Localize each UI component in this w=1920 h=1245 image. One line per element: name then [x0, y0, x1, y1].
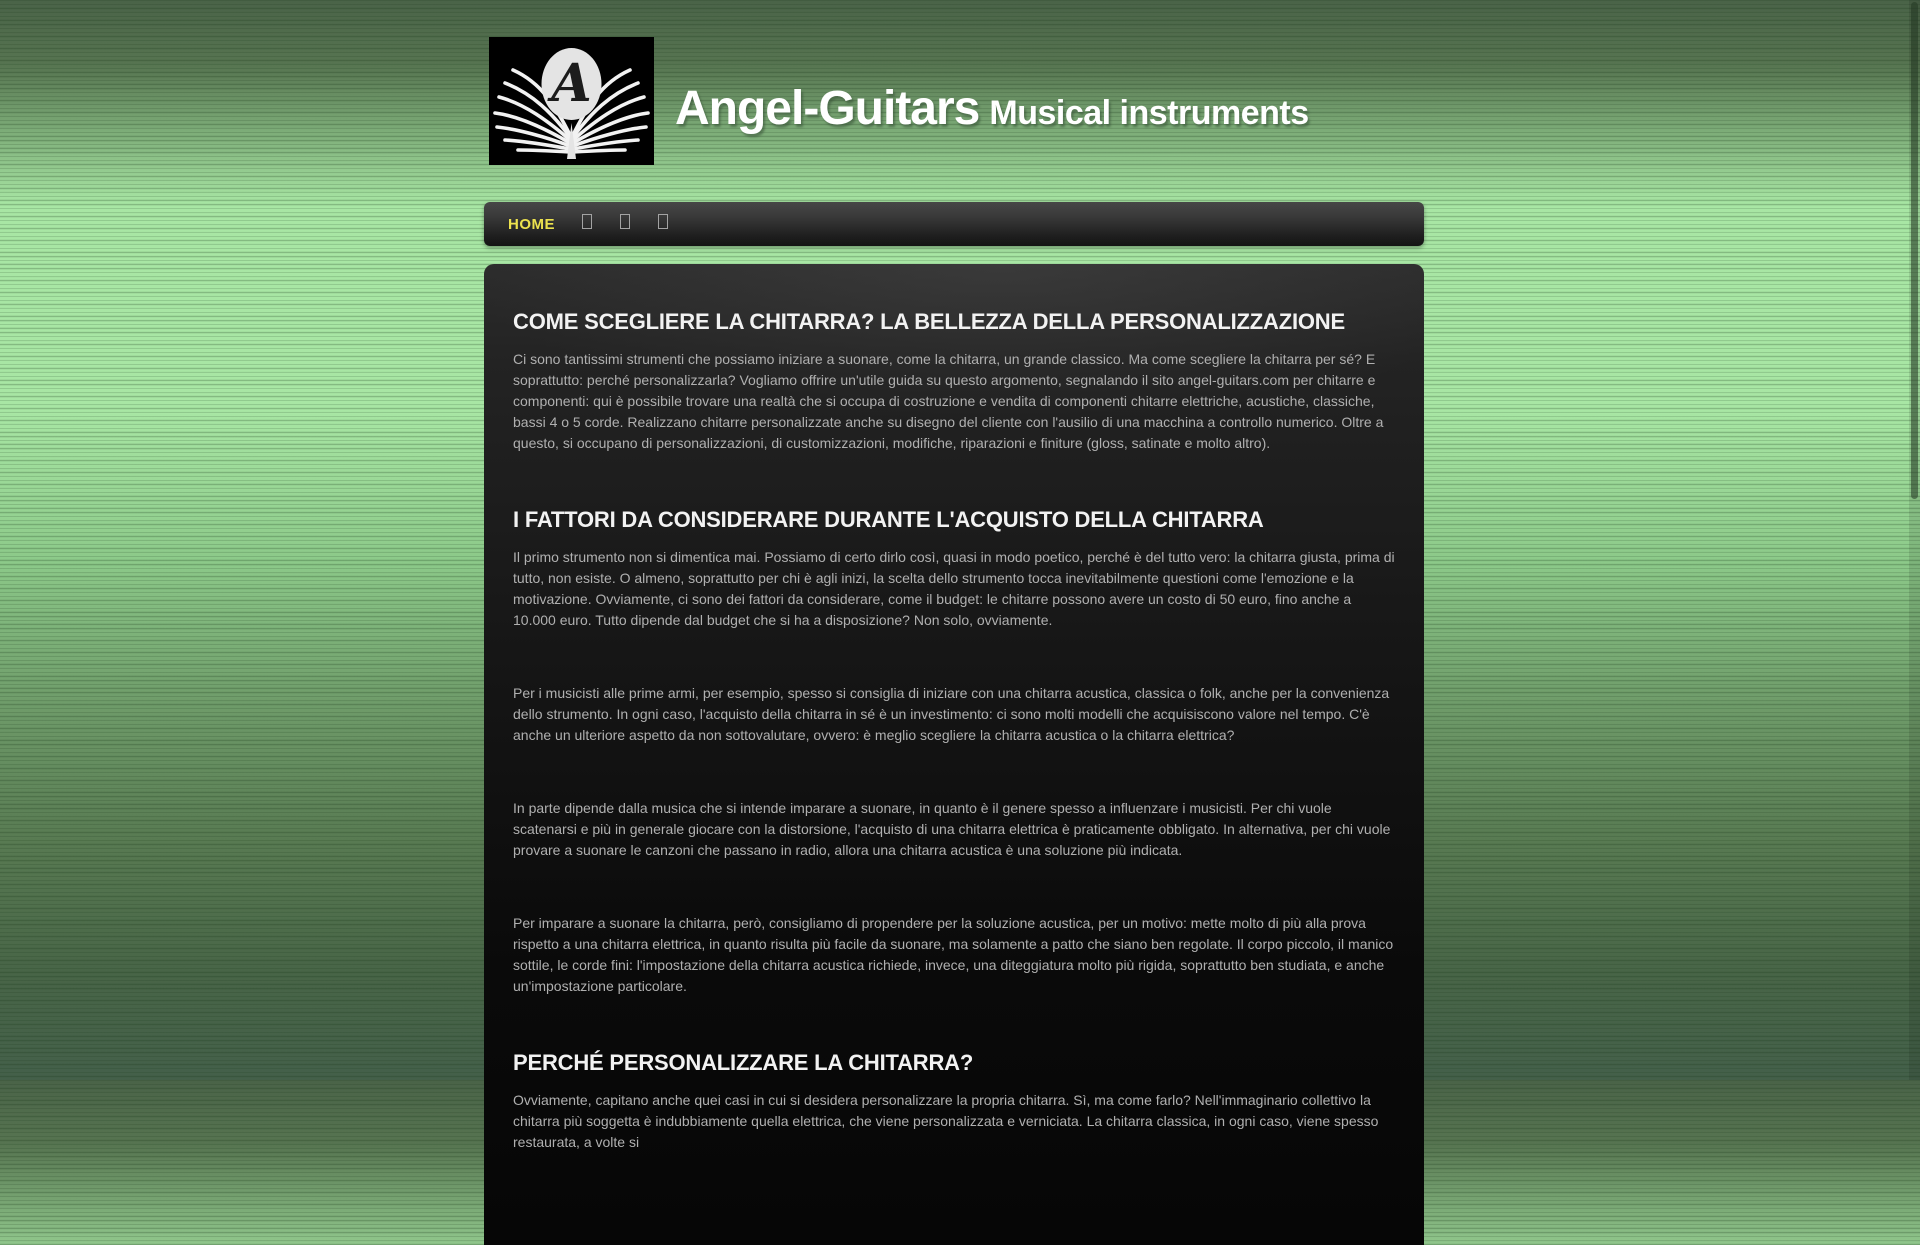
- site-subtitle: Musical instruments: [989, 93, 1309, 132]
- section-heading: I FATTORI DA CONSIDERARE DURANTE L'ACQUISTO DELLA CHITARRA: [513, 507, 1264, 532]
- angel-wings-icon: [489, 37, 654, 165]
- article-section-2: [513, 506, 1395, 997]
- site-title: Angel-Guitars: [675, 81, 980, 135]
- article-section-1: [513, 308, 1395, 454]
- section-paragraph: Per imparare a suonare la chitarra, però, consigliamo di propendere per la soluzione acustica, per un motivo: mette molto di più alla prova rispetto a una chitarra elettrica, in quanto risulta più facile da suonare, ma solamente a patto che siano ben regolate. Il corpo piccolo, il manico sottile, le corde fini: l'impostazione della chitarra acustica richiede, invece, una diteggiatura molto più rigida, soprattutto ben studiata, e anche un'impostazione particolare.: [513, 915, 1394, 994]
- article-section-3: [513, 1049, 1395, 1153]
- social-icon-placeholder-1[interactable]: [582, 214, 592, 229]
- scrollbar-track[interactable]: [1909, 0, 1920, 1080]
- page-wrapper: [484, 0, 1424, 1245]
- nav-home-link[interactable]: HOME: [508, 215, 555, 233]
- main-navigation: [484, 202, 1424, 246]
- social-icon-placeholder-2[interactable]: [620, 214, 630, 229]
- nav-icon-group: [555, 214, 668, 234]
- section-paragraph: In parte dipende dalla musica che si intende imparare a suonare, in quanto è il genere spesso a influenzare i musicisti. Per chi vuole scatenarsi e più in generale giocare con la distorsione, l'acquisto di una chitarra elettrica è praticamente obbligato. In alternativa, per chi vuole provare a suonare le canzoni che passano in radio, allora una chitarra acustica è una soluzione più indicata.: [513, 800, 1391, 858]
- social-icon-placeholder-3[interactable]: [658, 214, 668, 229]
- section-heading: COME SCEGLIERE LA CHITARRA? LA BELLEZZA DELLA PERSONALIZZAZIONE: [513, 309, 1345, 334]
- site-title-block: [675, 81, 1309, 136]
- scrollbar-thumb[interactable]: [1911, 2, 1918, 499]
- section-paragraph: Per i musicisti alle prime armi, per esempio, spesso si consiglia di iniziare con una chitarra acustica, classica o folk, anche per la convenienza dello strumento. In ogni caso, l'acquisto della chitarra in sé è un investimento: ci sono molti modelli che acquisiscono valore nel tempo. C'è anche un ulteriore aspetto da non sottovalutare, ovvero: è meglio scegliere la chitarra acustica o la chitarra elettrica?: [513, 685, 1390, 743]
- site-header: [484, 0, 1424, 165]
- svg-text:A: A: [551, 53, 592, 114]
- section-paragraph: Ovviamente, capitano anche quei casi in cui si desidera personalizzare la propria chitarra. Sì, ma come farlo? Nell'immaginario collettivo la chitarra più soggetta è indubbiamente quella elettrica, che viene personalizzata e verniciata. La chitarra classica, in ogni caso, viene spesso restaurata, a volte si: [513, 1092, 1379, 1150]
- article-panel: [484, 264, 1424, 1245]
- section-paragraph: Il primo strumento non si dimentica mai. Possiamo di certo dirlo così, quasi in modo poetico, perché è del tutto vero: la chitarra giusta, prima di tutto, non esiste. O almeno, soprattutto per chi è agli inizi, la scelta dello strumento tocca inevitabilmente questioni come l'emozione e la motivazione. Ovviamente, ci sono dei fattori da considerare, come il budget: le chitarre possono avere un costo di 50 euro, fino anche a 10.000 euro. Tutto dipende dal budget che si ha a disposizione? Non solo, ovviamente.: [513, 549, 1395, 628]
- section-heading: PERCHÉ PERSONALIZZARE LA CHITARRA?: [513, 1050, 974, 1075]
- section-paragraph: Ci sono tantissimi strumenti che possiamo iniziare a suonare, come la chitarra, un grande classico. Ma come scegliere la chitarra per sé? E soprattutto: perché personalizzarla? Vogliamo offrire un'utile guida su questo argomento, segnalando il sito angel-guitars.com per chitarre e componenti: qui è possibile trovare una realtà che si occupa di costruzione e vendita di componenti chitarre elettriche, acustiche, classiche, bassi 4 o 5 corde. Realizzano chitarre personalizzate anche su disegno del cliente con l'ausilio di una macchina a controllo numerico. Oltre a questo, si occupano di personalizzazioni, di customizzazioni, modifiche, riparazioni e finiture (gloss, satinate e molto altro).: [513, 351, 1384, 451]
- site-logo[interactable]: [489, 37, 654, 165]
